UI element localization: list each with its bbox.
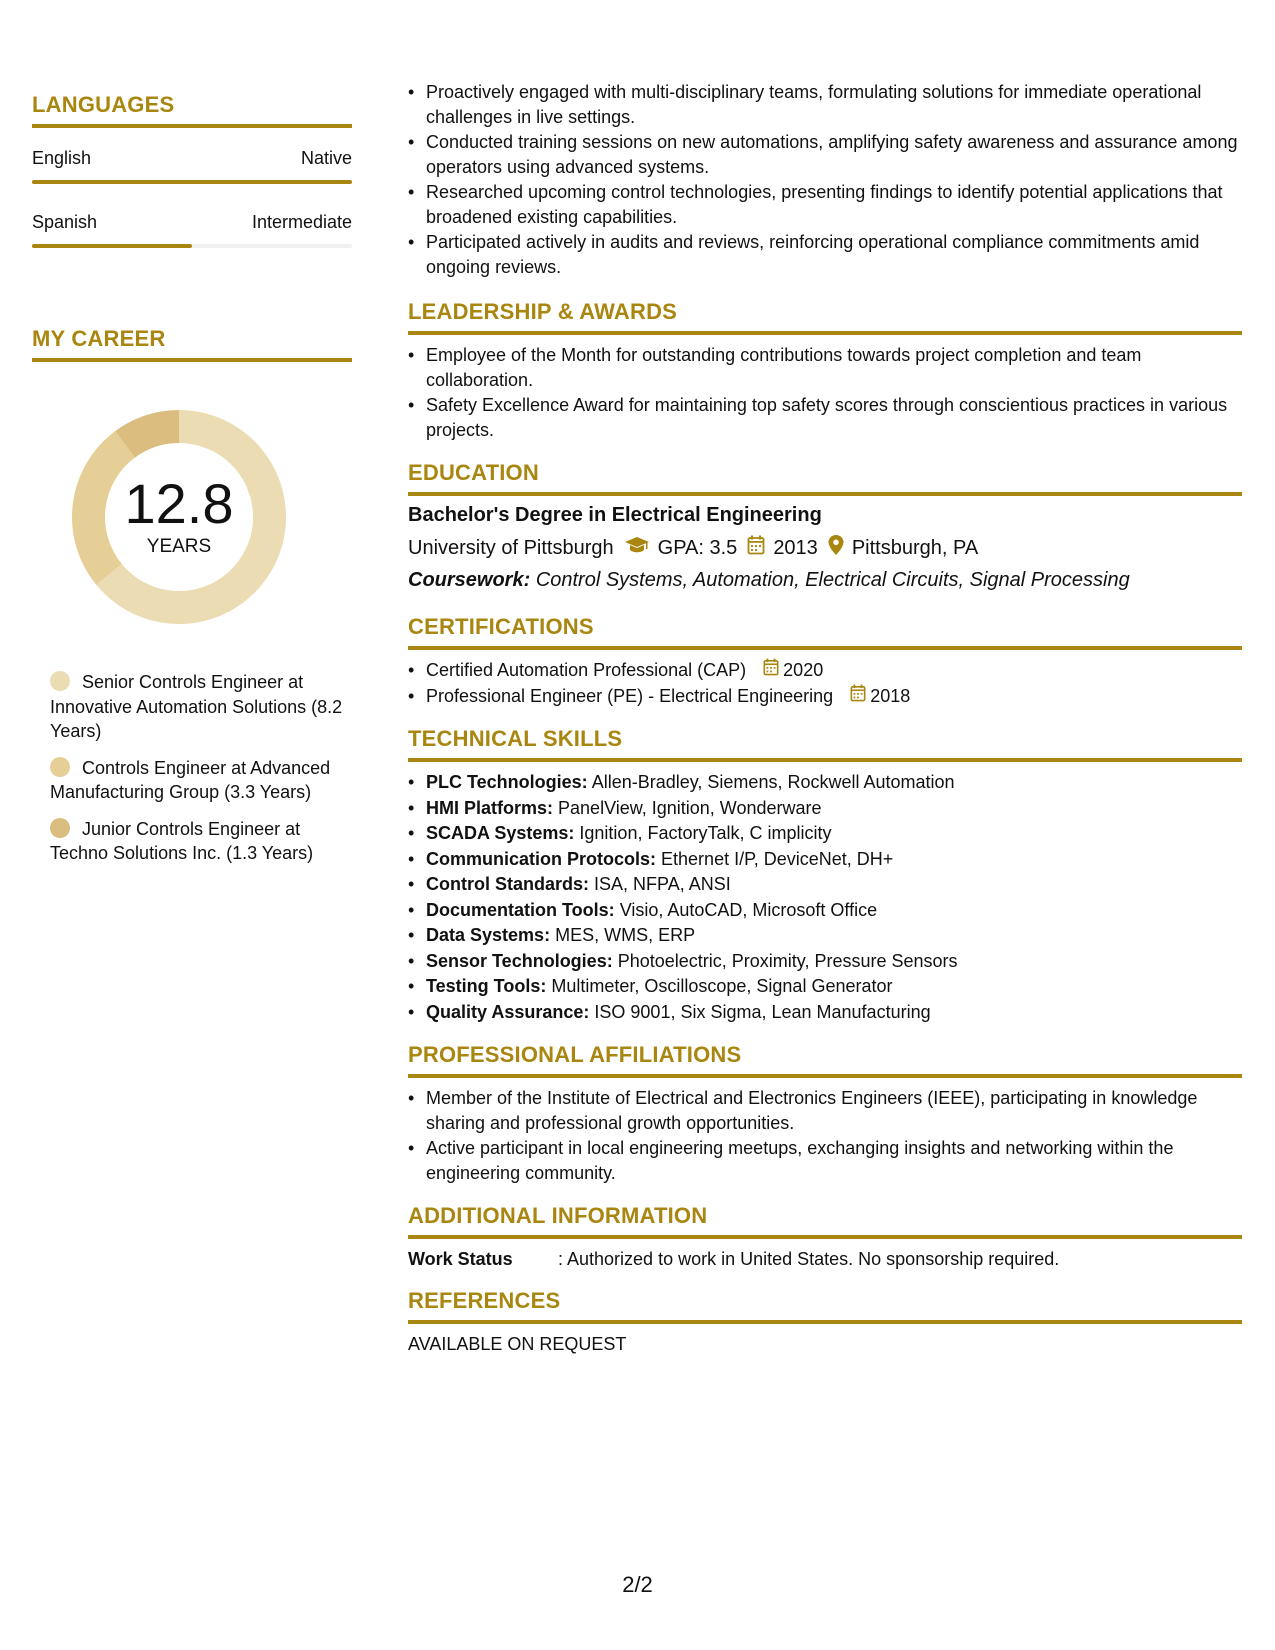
legend-dot — [50, 757, 70, 777]
list-item: • Proactively engaged with multi-disciplinary teams, formulating solutions for immediate operational challenges in live settings. — [426, 80, 1242, 129]
skill-item — [426, 770, 1242, 795]
career-unit: YEARS — [146, 536, 212, 557]
skill-item — [426, 821, 1242, 846]
cert-name: Certified Automation Professional (CAP) — [426, 660, 747, 680]
list-item: • Active participant in local engineering meetups, exchanging insights and networking within the engineering community. — [426, 1136, 1242, 1185]
language-english — [32, 148, 352, 184]
skill-value: ISO 9001, Six Sigma, Lean Manufacturing — [594, 1001, 931, 1022]
skill-label: Quality Assurance: — [426, 1001, 590, 1022]
skill-label: Testing Tools: — [426, 976, 547, 996]
school: University of Pittsburgh — [408, 536, 614, 559]
calendar-icon — [850, 684, 866, 709]
skill-label: Communication Protocols: — [426, 848, 657, 869]
language-name: English — [32, 148, 92, 168]
legend-item — [50, 756, 352, 805]
graduation-year: 2013 — [773, 536, 818, 559]
info-value: : Authorized to work in United States. No sponsorship required. — [558, 1249, 1060, 1269]
list-item: • Employee of the Month for outstanding contributions towards project completion and team collaboration. — [426, 343, 1242, 392]
certifications-section — [408, 614, 1242, 708]
legend-label: Junior Controls Engineer at Techno Solutions Inc. (1.3 Years) — [50, 818, 314, 863]
legend-label: Senior Controls Engineer at Innovative Automation Solutions (8.2 Years) — [50, 672, 343, 741]
career-donut-chart — [64, 402, 294, 632]
skill-value: Photoelectric, Proximity, Pressure Sensors — [617, 950, 958, 971]
left-column — [32, 92, 352, 878]
references-section — [408, 1288, 1242, 1355]
skill-value: PanelView, Ignition, Wonderware — [558, 797, 822, 818]
skill-value: Allen-Bradley, Siemens, Rockwell Automation — [591, 772, 955, 792]
legend-item — [50, 670, 352, 744]
list-item: • Participated actively in audits and reviews, reinforcing operational compliance commitments amid ongoing reviews. — [426, 230, 1242, 279]
skill-label: PLC Technologies: — [426, 772, 588, 792]
skill-label: Data Systems: — [426, 925, 551, 945]
language-level: Native — [300, 148, 352, 168]
coursework — [408, 569, 1242, 592]
education-section — [408, 460, 1242, 592]
skill-item — [426, 796, 1242, 821]
graduation-cap-icon — [624, 536, 650, 560]
list-item: • Safety Excellence Award for maintaining top safety scores through conscientious practices in various projects. — [426, 393, 1242, 442]
certifications-title: CERTIFICATIONS — [408, 614, 1242, 650]
cert-year: 2020 — [783, 660, 824, 680]
coursework-label: Coursework: — [408, 569, 531, 591]
skill-label: Control Standards: — [426, 874, 590, 894]
legend-dot — [50, 818, 70, 838]
cert-year: 2018 — [870, 685, 911, 706]
career-total-years: 12.8 — [124, 472, 234, 535]
page-number: 2/2 — [622, 1572, 653, 1597]
list-item: • Member of the Institute of Electrical and Electronics Engineers (IEEE), participating in knowledge sharing and professional growth opportunities. — [426, 1086, 1242, 1135]
leadership-title: LEADERSHIP & AWARDS — [408, 299, 1242, 335]
skill-label: Sensor Technologies: — [426, 950, 613, 971]
additional-title: ADDITIONAL INFORMATION — [408, 1203, 1242, 1239]
skills-section — [408, 726, 1242, 1024]
skill-item — [426, 872, 1242, 897]
skill-label: HMI Platforms: — [426, 797, 554, 818]
legend-dot — [50, 671, 70, 691]
legend-item — [50, 817, 352, 866]
affiliations-title: PROFESSIONAL AFFILIATIONS — [408, 1042, 1242, 1078]
skill-value: Ethernet I/P, DeviceNet, DH+ — [661, 848, 894, 869]
info-key: Work Status — [408, 1249, 513, 1269]
right-column — [408, 80, 1242, 1355]
language-name: Spanish — [32, 212, 98, 232]
gpa: GPA: 3.5 — [657, 536, 738, 559]
skill-item — [426, 949, 1242, 974]
career-legend — [50, 670, 352, 866]
list-item — [426, 658, 1242, 683]
references-title: REFERENCES — [408, 1288, 1242, 1324]
experience-bullets — [408, 80, 1242, 279]
list-item: • Researched upcoming control technologies, presenting findings to identify potential applications that broadened existing capabilities. — [426, 180, 1242, 229]
additional-section — [408, 1203, 1242, 1270]
list-item — [426, 684, 1242, 709]
skill-value: ISA, NFPA, ANSI — [594, 874, 731, 894]
affiliations-section — [408, 1042, 1242, 1185]
skill-item — [426, 898, 1242, 923]
legend-label: Controls Engineer at Advanced Manufacturing Group (3.3 Years) — [50, 757, 331, 802]
cert-name: Professional Engineer (PE) - Electrical Engineering — [426, 685, 834, 706]
calendar-icon — [763, 658, 779, 683]
skill-label: SCADA Systems: — [426, 823, 575, 843]
calendar-icon — [747, 535, 765, 561]
skill-value: Ignition, FactoryTalk, C implicity — [579, 823, 832, 843]
language-spanish — [32, 212, 352, 248]
skill-label: Documentation Tools: — [426, 899, 615, 920]
language-level: Intermediate — [251, 212, 352, 232]
skill-item — [426, 847, 1242, 872]
list-item: • Conducted training sessions on new automations, amplifying safety awareness and assurance among operators using advanced systems. — [426, 130, 1242, 179]
location: Pittsburgh, PA — [851, 536, 979, 559]
skill-value: MES, WMS, ERP — [555, 925, 696, 945]
skill-item — [426, 1000, 1242, 1025]
coursework-value: Control Systems, Automation, Electrical Circuits, Signal Processing — [535, 569, 1130, 591]
language-proficiency-fill — [32, 180, 352, 184]
career-title: MY CAREER — [32, 326, 352, 362]
degree: Bachelor's Degree in Electrical Engineering — [408, 504, 822, 526]
education-title: EDUCATION — [408, 460, 1242, 496]
skills-list — [408, 770, 1242, 1024]
location-pin-icon — [828, 535, 844, 561]
language-proficiency-fill — [32, 244, 192, 248]
skill-value: Multimeter, Oscilloscope, Signal Generator — [551, 976, 893, 996]
language-proficiency-bar — [32, 244, 352, 248]
leadership-section — [408, 299, 1242, 442]
language-proficiency-bar — [32, 180, 352, 184]
skill-value: Visio, AutoCAD, Microsoft Office — [619, 899, 878, 920]
languages-title: LANGUAGES — [32, 92, 352, 128]
skill-item — [426, 923, 1242, 948]
skill-item — [426, 974, 1242, 999]
skills-title: TECHNICAL SKILLS — [408, 726, 1242, 762]
references-text: AVAILABLE ON REQUEST — [408, 1334, 627, 1354]
